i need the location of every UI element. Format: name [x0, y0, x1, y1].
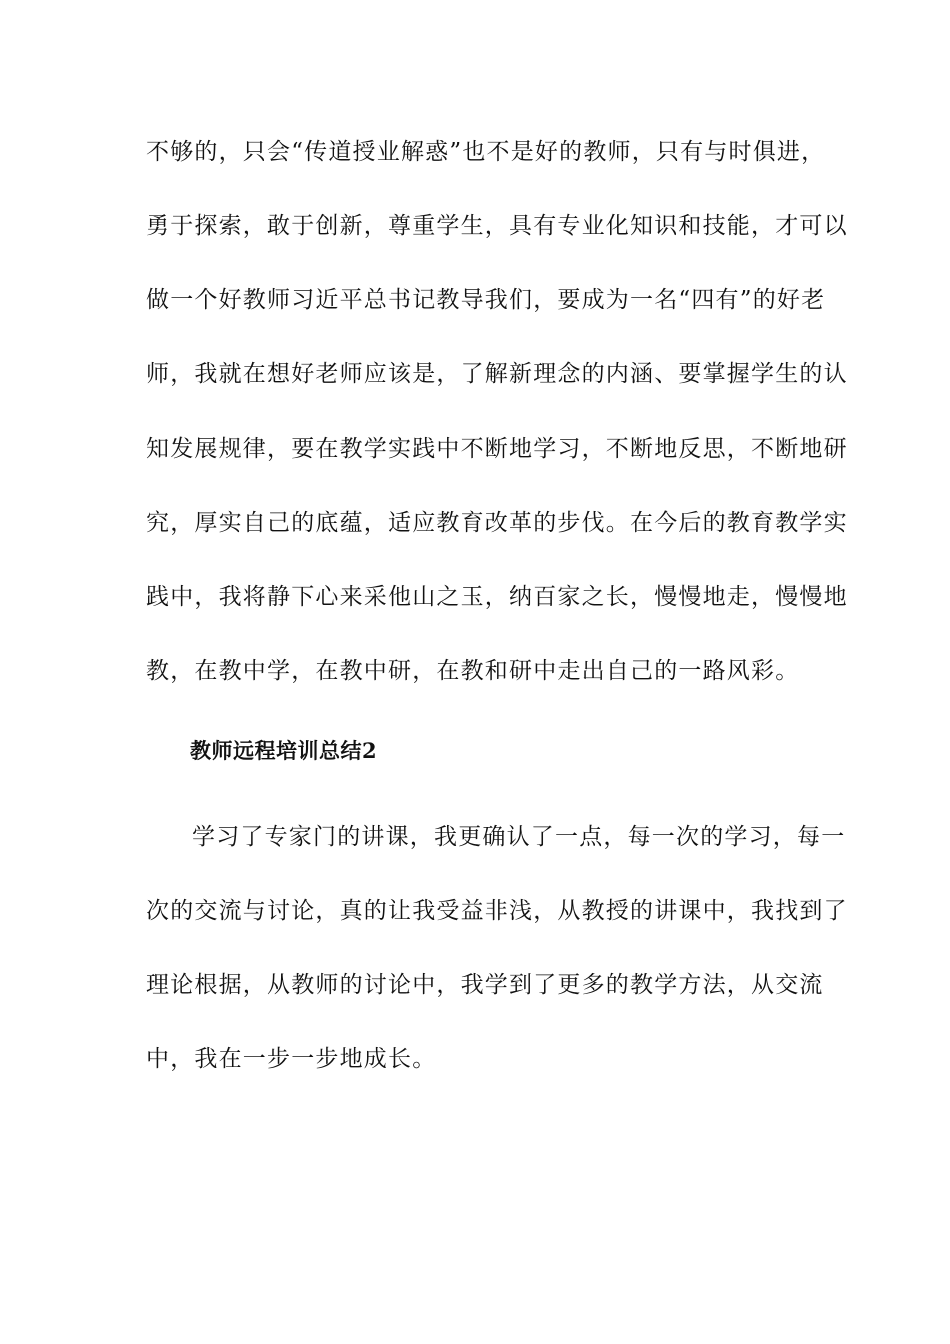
text-line: 次的交流与讨论，真的让我受益非浅，从教授的讲课中，我找到了 — [146, 898, 848, 924]
text-line: 勇于探索，敢于创新，尊重学生，具有专业化知识和技能，才可以 — [146, 213, 848, 239]
text-line: 师，我就在想好老师应该是，了解新理念的内涵、要掌握学生的认 — [146, 361, 848, 387]
text-line: 学习了专家门的讲课，我更确认了一点，每一次的学习，每一 — [192, 824, 846, 850]
section-heading: 教师远程培训总结2 — [190, 738, 378, 763]
text-line: 究，厚实自己的底蕴，适应教育改革的步伐。在今后的教育教学实 — [146, 510, 848, 536]
text-line: 中，我在一步一步地成长。 — [146, 1046, 437, 1072]
text-line: 教，在教中学，在教中研，在教和研中走出自己的一路风彩。 — [146, 658, 800, 684]
text-line: 做一个好教师习近平总书记教导我们，要成为一名“四有”的好老 — [146, 287, 826, 313]
text-line: 知发展规律，要在教学实践中不断地学习，不断地反思，不断地研 — [146, 436, 848, 462]
text-line: 不够的，只会“传道授业解惑”也不是好的教师，只有与时俱进， — [146, 139, 826, 165]
text-line: 践中，我将静下心来采他山之玉，纳百家之长，慢慢地走，慢慢地 — [146, 584, 848, 610]
text-line: 理论根据，从教师的讨论中，我学到了更多的教学方法，从交流 — [146, 972, 824, 998]
